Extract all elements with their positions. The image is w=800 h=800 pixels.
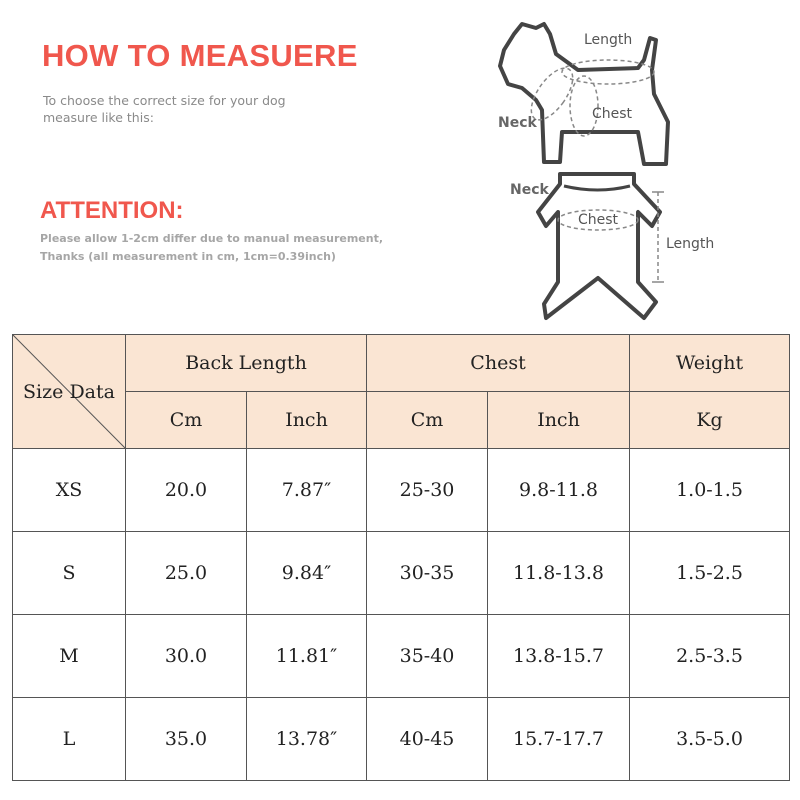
- corner-header: [13, 335, 126, 449]
- unit-header: Cm: [126, 392, 247, 449]
- table-cell: 35.0: [126, 698, 247, 781]
- size-cell: M: [13, 615, 126, 698]
- table-cell: 13.8-15.7: [488, 615, 630, 698]
- table-cell: 1.0-1.5: [630, 449, 790, 532]
- unit-header: Inch: [488, 392, 630, 449]
- intro-text: [43, 92, 343, 126]
- label-garment-neck: Neck: [510, 182, 549, 198]
- corner-size-label: Size: [23, 380, 64, 403]
- table-cell: 35-40: [367, 615, 488, 698]
- dog-diagram: [488, 14, 728, 326]
- unit-header: Inch: [247, 392, 367, 449]
- label-garment-chest: Chest: [578, 212, 619, 228]
- size-cell: XS: [13, 449, 126, 532]
- neck-opening-icon: [564, 186, 630, 190]
- intro-line: To choose the correct size for your dog: [43, 93, 286, 108]
- garment-silhouette-icon: [538, 174, 660, 318]
- attention-line: Thanks (all measurement in cm, 1cm=0.39inch): [40, 250, 336, 263]
- table-row: [13, 532, 790, 615]
- table-cell: 30-35: [367, 532, 488, 615]
- attention-line: Please allow 1-2cm differ due to manual measurement,: [40, 232, 384, 245]
- intro-line: measure like this:: [43, 110, 154, 125]
- table-row: [13, 615, 790, 698]
- label-length: Length: [584, 32, 633, 48]
- corner-data-label: Data: [69, 380, 115, 403]
- size-cell: L: [13, 698, 126, 781]
- label-neck: Neck: [498, 115, 537, 131]
- unit-header: Cm: [367, 392, 488, 449]
- table-cell: 2.5-3.5: [630, 615, 790, 698]
- table-cell: 9.8-11.8: [488, 449, 630, 532]
- table-cell: 7.87″: [247, 449, 367, 532]
- table-row: [13, 698, 790, 781]
- table-cell: 25.0: [126, 532, 247, 615]
- table-cell: 25-30: [367, 449, 488, 532]
- group-header-weight: Weight: [630, 335, 790, 392]
- label-garment-length: Length: [666, 236, 715, 252]
- table-cell: 3.5-5.0: [630, 698, 790, 781]
- size-chart-table: [12, 334, 790, 781]
- size-cell: S: [13, 532, 126, 615]
- measurement-illustration: [488, 14, 728, 326]
- table-cell: 13.78″: [247, 698, 367, 781]
- table-cell: 11.8-13.8: [488, 532, 630, 615]
- attention-text: [40, 230, 420, 266]
- table-cell: 30.0: [126, 615, 247, 698]
- table-cell: 40-45: [367, 698, 488, 781]
- group-header-chest: Chest: [367, 335, 630, 392]
- page-title: HOW TO MEASUERE: [42, 38, 358, 73]
- attention-title: ATTENTION:: [40, 197, 184, 224]
- table-cell: 11.81″: [247, 615, 367, 698]
- table-cell: 9.84″: [247, 532, 367, 615]
- table-cell: 1.5-2.5: [630, 532, 790, 615]
- table-row: [13, 449, 790, 532]
- label-chest: Chest: [592, 106, 633, 122]
- table-cell: 20.0: [126, 449, 247, 532]
- table-cell: 15.7-17.7: [488, 698, 630, 781]
- group-header-back-length: Back Length: [126, 335, 367, 392]
- unit-header: Kg: [630, 392, 790, 449]
